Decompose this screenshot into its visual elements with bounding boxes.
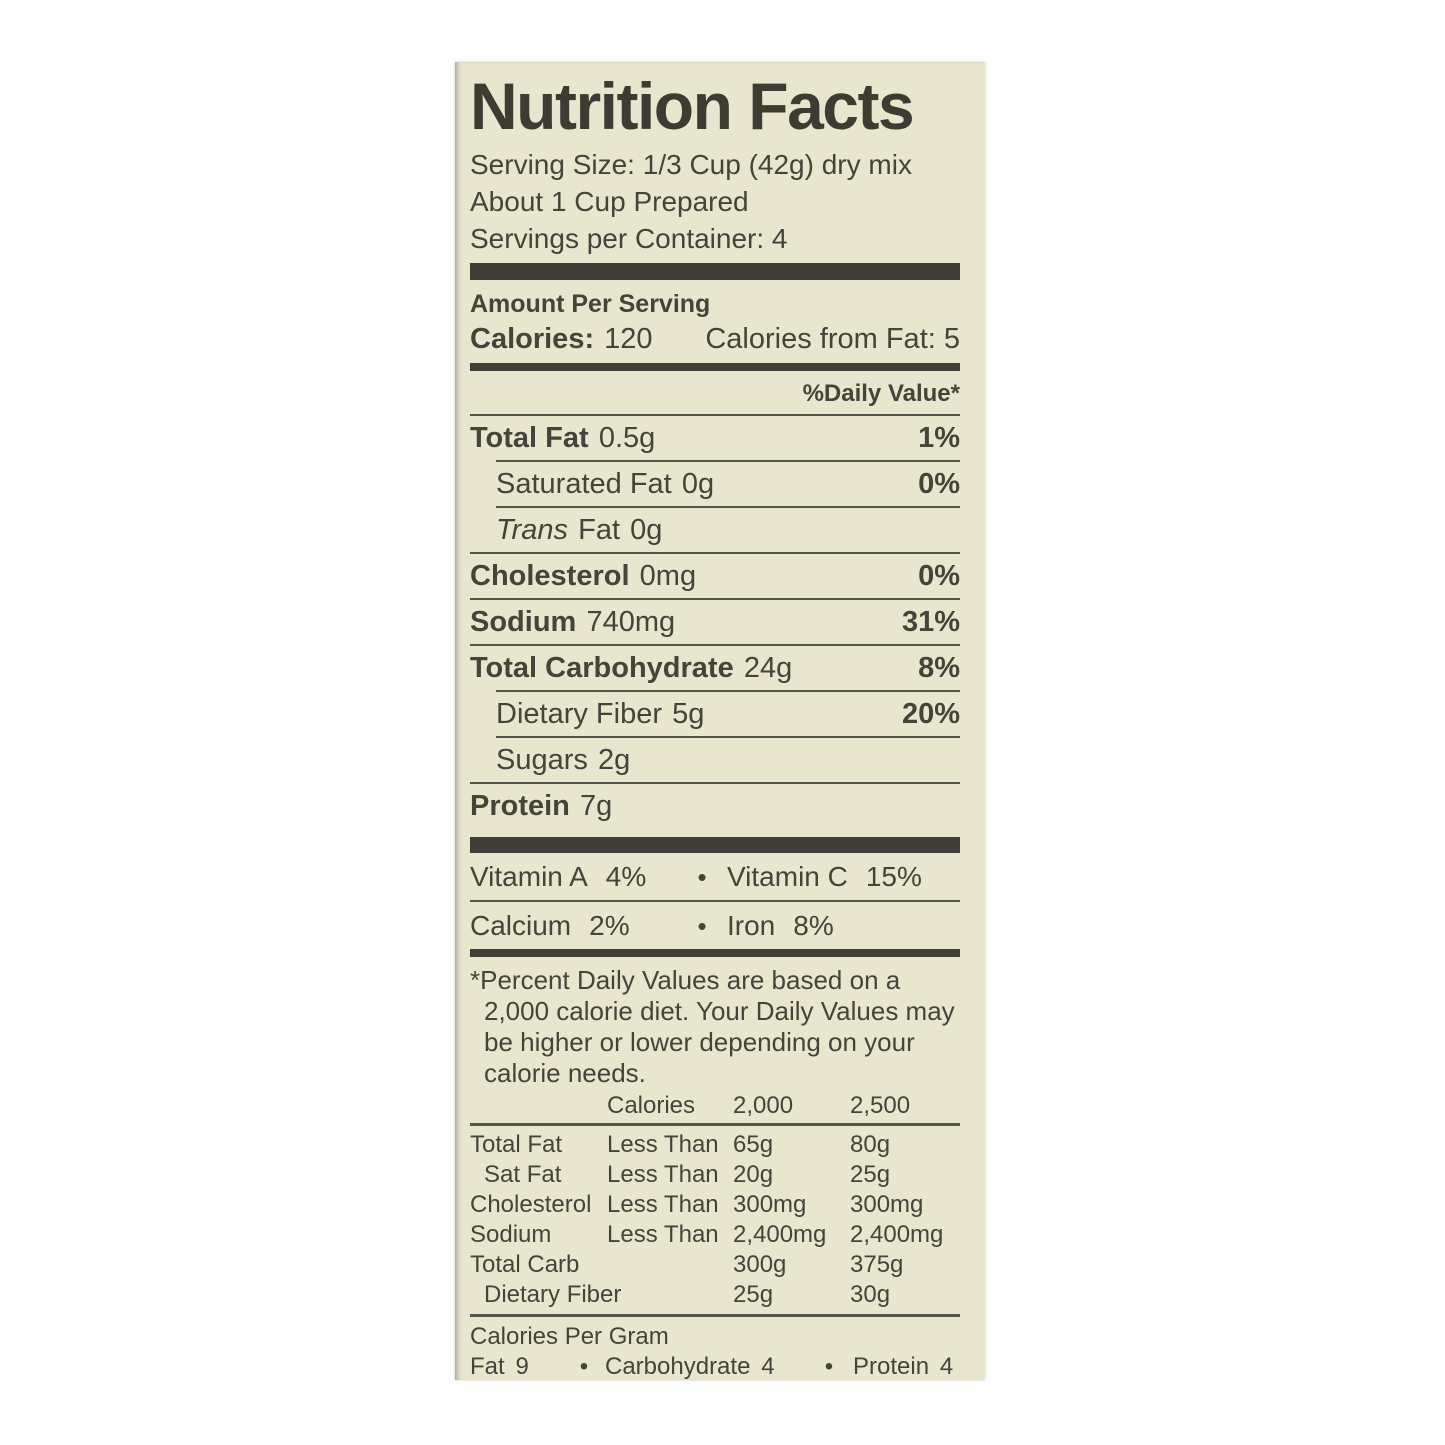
- vitamin-a-cell: [470, 862, 677, 892]
- table-row-2000-value: 300g: [733, 1251, 787, 1278]
- serving-prepared-line: About 1 Cup Prepared: [470, 186, 749, 217]
- calories-row: [470, 322, 960, 356]
- table-header-2500: 2,500: [850, 1092, 911, 1119]
- table-row-2000-value: 25g: [733, 1281, 774, 1308]
- divider-thick-bar-top: [470, 263, 960, 280]
- table-row-name: Cholesterol: [470, 1191, 592, 1218]
- table-row-qualifier: Less Than: [607, 1161, 719, 1188]
- nutrient-row-trans-fat: [496, 506, 960, 552]
- table-row-qualifier: Less Than: [607, 1221, 719, 1248]
- calories-group: [470, 322, 653, 356]
- nutrient-daily-value: 0%: [918, 560, 960, 592]
- cpg-fat: [470, 1352, 563, 1380]
- table-row: [470, 1250, 960, 1280]
- vitamin-value: 2%: [589, 910, 630, 941]
- cpg-item-value: 4: [939, 1353, 954, 1380]
- nutrient-amount: 2g: [598, 744, 631, 776]
- bullet-separator: •: [824, 1353, 834, 1380]
- nutrient-name: Dietary Fiber: [496, 698, 662, 730]
- nutrient-amount: 0.5g: [598, 422, 656, 454]
- vitamin-value: 15%: [865, 861, 922, 892]
- vitamin-row-2: [470, 900, 960, 949]
- table-row-qualifier: [607, 1280, 733, 1310]
- table-row-2000-value: 20g: [733, 1161, 774, 1188]
- cpg-item-value: 4: [761, 1353, 775, 1380]
- calories-per-gram-values: [470, 1352, 960, 1380]
- nutrient-amount: 5g: [672, 698, 705, 730]
- cpg-item-name: Fat: [470, 1353, 505, 1380]
- nutrient-row-total-fat: [470, 414, 960, 460]
- nutrient-name: Sugars: [496, 744, 588, 776]
- vitamin-name: Vitamin A: [470, 861, 588, 892]
- vitamin-c-cell: [727, 862, 960, 892]
- table-row: [470, 1160, 960, 1190]
- nutrient-daily-value: 8%: [918, 652, 960, 684]
- nutrient-amount: 0mg: [639, 560, 697, 592]
- vitamin-value: 8%: [793, 910, 834, 941]
- nutrient-name: Cholesterol: [470, 560, 630, 592]
- serving-size-line: Serving Size: 1/3 Cup (42g) dry mix: [470, 149, 912, 180]
- nutrient-row-cholesterol: [470, 552, 960, 598]
- amount-per-serving-heading: Amount Per Serving: [470, 290, 711, 318]
- nutrient-row-sugars: [496, 736, 960, 782]
- nutrient-name: Sodium: [470, 606, 577, 638]
- vitamin-value: 4%: [605, 861, 647, 892]
- bullet-separator: •: [697, 911, 707, 941]
- nutrient-amount: 24g: [743, 652, 793, 684]
- nutrient-daily-value: 0%: [918, 468, 960, 500]
- calcium-cell: [470, 911, 677, 941]
- footnote: *Percent Daily Values are based on a 2,000 calorie diet. Your Daily Values may be higher or lower depending on your calorie needs.: [470, 965, 955, 1088]
- label-title: Nutrition Facts: [470, 69, 914, 143]
- table-row-2500-value: 80g: [850, 1131, 891, 1158]
- table-row-2500-value: 2,400mg: [850, 1221, 944, 1248]
- nutrient-name: Total Fat: [470, 422, 589, 454]
- table-row: [470, 1190, 960, 1220]
- iron-cell: [727, 911, 960, 941]
- cpg-item-name: Protein: [853, 1353, 930, 1380]
- bullet-separator: •: [697, 862, 707, 892]
- table-row: [470, 1130, 960, 1160]
- vitamin-name: Calcium: [470, 910, 572, 941]
- nutrient-amount: 740mg: [586, 606, 676, 638]
- cpg-protein: [853, 1352, 960, 1380]
- table-header-calories: Calories: [607, 1092, 696, 1119]
- nutrient-daily-value: 20%: [901, 698, 960, 730]
- cpg-item-value: 9: [515, 1353, 529, 1380]
- divider-medium-bar-2: [470, 949, 960, 957]
- table-row-2500-value: 300mg: [850, 1191, 924, 1218]
- table-row-name: Total Fat: [470, 1131, 563, 1158]
- table-row-qualifier: [607, 1250, 733, 1280]
- nutrient-row-protein: [470, 782, 960, 828]
- calories-value: 120: [604, 323, 653, 355]
- nutrient-amount: 0g: [681, 468, 715, 500]
- nutrient-row-saturated-fat: [496, 460, 960, 506]
- table-row-qualifier: Less Than: [607, 1131, 719, 1158]
- table-header-empty: [470, 1091, 607, 1121]
- calories-per-gram-title: Calories Per Gram: [470, 1323, 669, 1350]
- nutrient-name: Fat: [578, 514, 621, 546]
- nutrient-name: Protein: [470, 790, 570, 822]
- table-header-row: [470, 1091, 960, 1126]
- daily-value-header: %Daily Value*: [802, 380, 960, 407]
- bullet-separator: •: [579, 1353, 589, 1380]
- table-row: [470, 1280, 960, 1310]
- calories-label: Calories:: [470, 323, 595, 355]
- table-row-name: Sat Fat: [484, 1161, 562, 1188]
- servings-per-container-line: Servings per Container: 4: [470, 223, 788, 254]
- daily-values-table: [470, 1091, 960, 1310]
- nutrient-daily-value: 1%: [918, 422, 960, 454]
- nutrient-name: Total Carbohydrate: [470, 652, 734, 684]
- divider-medium-bar-1: [470, 363, 960, 371]
- nutrient-daily-value: 31%: [901, 606, 960, 638]
- table-row: [470, 1220, 960, 1250]
- vitamin-name: Iron: [727, 910, 776, 941]
- table-row-qualifier: Less Than: [607, 1191, 719, 1218]
- table-row-name: Sodium: [470, 1221, 552, 1248]
- vitamin-row-1: [470, 853, 960, 900]
- nutrient-amount: 7g: [580, 790, 613, 822]
- nutrient-row-total-carbohydrate: [470, 644, 960, 690]
- nutrient-amount: 0g: [630, 514, 663, 546]
- vitamin-name: Vitamin C: [727, 861, 848, 892]
- table-header-2000: 2,000: [733, 1092, 794, 1119]
- nutrient-row-sodium: [470, 598, 960, 644]
- table-row-2500-value: 30g: [850, 1281, 891, 1308]
- table-row-2000-value: 300mg: [733, 1191, 807, 1218]
- nutrient-name: Saturated Fat: [496, 468, 672, 500]
- table-row-2500-value: 25g: [850, 1161, 891, 1188]
- table-row-name: Total Carb: [470, 1251, 580, 1278]
- table-row-name: Dietary Fiber: [484, 1281, 622, 1308]
- cpg-carbohydrate: [605, 1352, 805, 1380]
- table-row-2000-value: 2,400mg: [733, 1221, 827, 1248]
- nutrition-facts-label: [455, 62, 985, 1380]
- divider-thick-bar-bottom: [470, 837, 960, 853]
- calories-from-fat: Calories from Fat: 5: [705, 323, 960, 355]
- nutrient-name-italic: Trans: [496, 514, 568, 546]
- nutrient-row-dietary-fiber: [496, 690, 960, 736]
- table-row-2500-value: 375g: [850, 1251, 904, 1278]
- table-row-2000-value: 65g: [733, 1131, 774, 1158]
- calories-per-gram-section: [470, 1314, 960, 1380]
- serving-info: [470, 146, 960, 257]
- cpg-item-name: Carbohydrate: [605, 1353, 751, 1380]
